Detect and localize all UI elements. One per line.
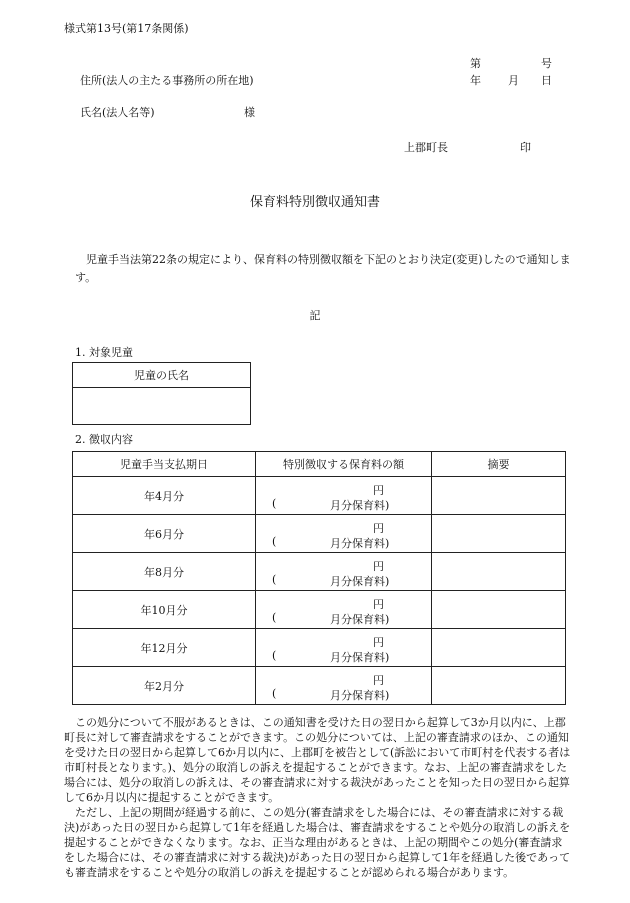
yen-unit: 円 (373, 484, 384, 497)
honorific: 様 (244, 106, 255, 119)
date-month: 月 (508, 74, 519, 87)
issuer: 上郡町長 (404, 141, 448, 154)
month-note: 月分保育料) (330, 613, 390, 626)
remarks-cell (432, 667, 566, 705)
date-year: 年 (470, 74, 481, 87)
remarks-header: 摘要 (432, 452, 566, 477)
payment-period: 年8月分 (73, 553, 256, 591)
table-row (73, 515, 566, 553)
payment-period: 年6月分 (73, 515, 256, 553)
collection-table (72, 451, 566, 705)
yen-unit: 円 (373, 636, 384, 649)
amount-cell (256, 515, 432, 553)
yen-unit: 円 (373, 674, 384, 687)
table-row (73, 553, 566, 591)
table-row (73, 667, 566, 705)
yen-unit: 円 (373, 522, 384, 535)
amount-header: 特別徴収する保育料の額 (256, 452, 432, 477)
amount-cell (256, 629, 432, 667)
document-title: 保育料特別徴収通知書 (249, 195, 380, 210)
child-table (72, 362, 251, 425)
intro-paragraph: 児童手当法第22条の規定により、保育料の特別徴収額を下記のとおり決定(変更)したので通知します。 (75, 253, 571, 284)
date-day: 日 (541, 74, 552, 87)
remarks-cell (432, 553, 566, 591)
remarks-cell (432, 591, 566, 629)
appeal-paragraph-2: ただし、上記の期間が経過する前に、この処分(審査請求をした場合には、その審査請求に対する裁決)があった日の翌日から起算して1年を経過した場合は、審査請求をすることや処分の取消しの訴えを提起することができなくなります。なお、正当な理由があるときは、上記の期間やこの処分(審査請求をした場合には、その審査請求に対する裁決)があった日の翌日から起算して1年を経過した後であっても審査請求をすることや処分の取消しの訴えを提起することが認められる場合があります。 (64, 806, 571, 879)
paren-open: ( (272, 497, 277, 510)
appeal-paragraph-1: この処分について不服があるときは、この通知書を受けた日の翌日から起算して3か月以内に、上郡町長に対して審査請求をすることができます。この処分については、上記の審査請求のほか、この通知を受けた日の翌日から起算して6か月以内に、上郡町を被告として(訴訟において市町村を代表する者は市町村長となります。)、処分の取消しの訴えを提起することができます。なお、上記の審査請求をした場合には、処分の取消しの訴えは、その審査請求に対する裁決があったことを知った日の翌日から起算して6か月以内に提起することができます。 (64, 716, 571, 804)
remarks-cell (432, 629, 566, 667)
name-label: 氏名(法人名等) (80, 106, 155, 119)
amount-cell (256, 477, 432, 515)
month-note: 月分保育料) (330, 689, 390, 702)
ki-mark: 記 (309, 309, 321, 322)
amount-cell (256, 553, 432, 591)
amount-cell (256, 667, 432, 705)
yen-unit: 円 (373, 560, 384, 573)
amount-cell (256, 591, 432, 629)
child-name-header: 児童の氏名 (73, 363, 251, 388)
paren-open: ( (272, 611, 277, 624)
paren-open: ( (272, 687, 277, 700)
address-label: 住所(法人の主たる事務所の所在地) (80, 74, 254, 87)
yen-unit: 円 (373, 598, 384, 611)
month-note: 月分保育料) (330, 537, 390, 550)
seal-mark: 印 (520, 141, 531, 154)
remarks-cell (432, 477, 566, 515)
month-note: 月分保育料) (330, 499, 390, 512)
table-row (73, 477, 566, 515)
paren-open: ( (272, 573, 277, 586)
section2-heading: 2. 徴収内容 (75, 433, 133, 446)
form-number: 様式第13号(第17条関係) (64, 22, 189, 35)
payment-date-header: 児童手当支払期日 (73, 452, 256, 477)
payment-period: 年12月分 (73, 629, 256, 667)
document-number-prefix: 第 (470, 57, 481, 70)
table-row (73, 591, 566, 629)
document-number-suffix: 号 (541, 57, 552, 70)
paren-open: ( (272, 535, 277, 548)
month-note: 月分保育料) (330, 651, 390, 664)
section1-heading: 1. 対象児童 (75, 346, 133, 359)
appeal-notice (64, 715, 572, 880)
month-note: 月分保育料) (330, 575, 390, 588)
payment-period: 年4月分 (73, 477, 256, 515)
payment-period: 年10月分 (73, 591, 256, 629)
child-name-cell (73, 388, 251, 425)
payment-period: 年2月分 (73, 667, 256, 705)
table-row (73, 629, 566, 667)
remarks-cell (432, 515, 566, 553)
paren-open: ( (272, 649, 277, 662)
